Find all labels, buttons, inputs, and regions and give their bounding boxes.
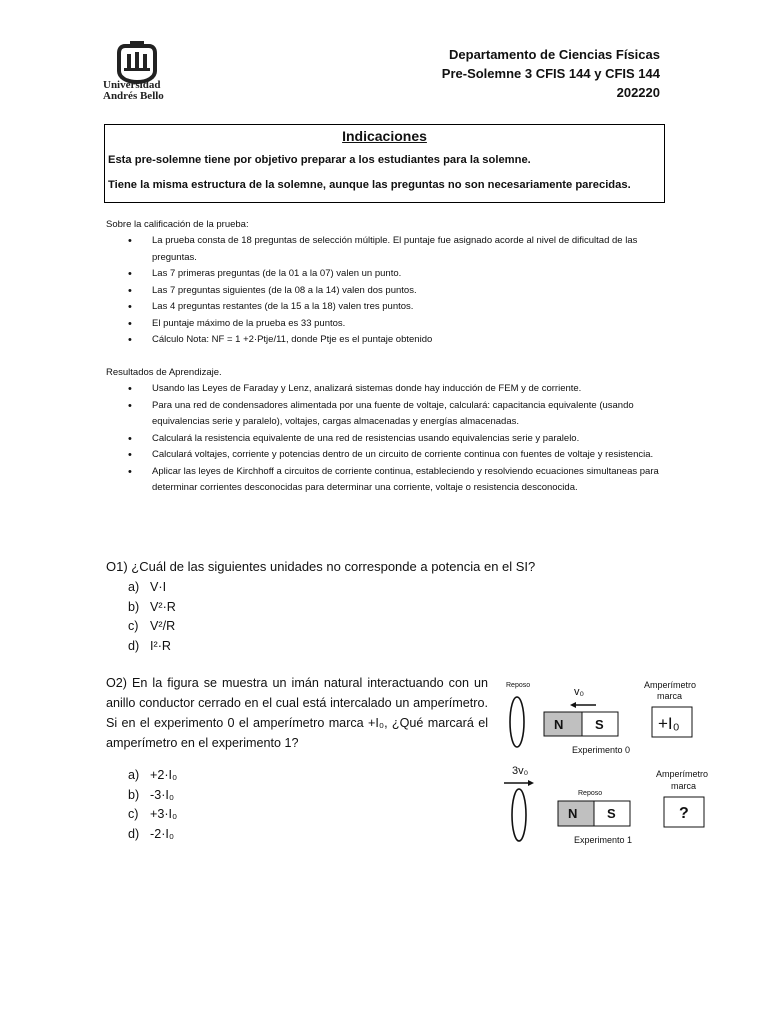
option-key: c) [128,807,139,821]
ammeter-label-0b: marca [657,691,683,701]
ammeter-label-0a: Amperímetro [644,680,697,690]
option-key: d) [128,638,140,653]
indications-box [104,124,665,203]
indications-line-1: Esta pre-solemne tiene por objetivo preparar a los estudiantes para la solemne. [108,154,531,166]
learning-list [106,381,662,497]
option-value: -2·I₀ [150,826,175,841]
velocity-arrowhead-0 [570,702,576,708]
option-key: a) [128,580,140,594]
ammeter-reading-0: +I₀ [658,714,680,733]
option-item [128,578,176,598]
grading-label: Sobre la calificación de la prueba: [106,219,249,230]
option-item [128,598,176,618]
grading-item: • Las 4 preguntas restantes (de la 15 a la 18) valen tres puntos. [106,299,662,316]
question-2-options [128,766,177,844]
grading-item: • La prueba consta de 18 preguntas de selección múltiple. El puntaje fue asignado acorde al nivel de dificultad de las preguntas. [106,233,662,266]
grading-item: • Las 7 primeras preguntas (de la 01 a la 07) valen un punto. [106,266,662,283]
magnet-n-label-1: N [568,806,578,821]
conducting-ring-1 [512,789,526,841]
learning-label: Resultados de Aprendizaje. [106,367,222,378]
ammeter-label-1a: Amperímetro [656,769,709,779]
option-value: +2·I₀ [150,768,178,782]
course-name: Pre-Solemne 3 CFIS 144 y CFIS 144 [441,66,660,81]
option-item [128,786,177,806]
option-value: V²/R [150,619,176,633]
option-key: a) [128,768,140,782]
learning-item: • Usando las Leyes de Faraday y Lenz, analizará sistemas donde hay inducción de FEM y de corriente. [106,381,662,398]
option-key: b) [128,599,140,614]
term-code: 202220 [616,85,660,100]
question-2-text: O2) En la figura se muestra un imán natural interactuando con un anillo conductor cerrado en el cual está intercalado un amperímetro. Si en el experimento 0 el amperímetro marca +I₀, ¿Qué marcará el amperímetro en el experimento 1? [106,676,488,750]
ammeter-reading-1: ? [679,805,689,822]
ammeter-label-1b: marca [671,781,697,791]
reposo-label-top: Reposo [506,682,531,689]
option-value: V²·R [150,599,176,614]
question-1-options [128,578,176,656]
grading-item: • Cálculo Nota: NF = 1 +2·Ptje/11, donde Ptje es el puntaje obtenido [106,332,662,349]
learning-item: • Aplicar las leyes de Kirchhoff a circuitos de corriente continua, estableciendo y resolviendo ecuaciones simultaneas para determinar corrientes desconocidas para determinar una corriente, voltaje o resistencia desconocida. [106,464,662,497]
indications-title: Indicaciones [342,128,427,144]
question-1-title: O1) ¿Cuál de las siguientes unidades no corresponde a potencia en el SI? [106,559,536,574]
option-item [128,805,177,825]
indications-line-2: Tiene la misma estructura de la solemne, aunque las preguntas no son necesariamente parecidas. [108,179,631,191]
option-item [128,766,177,786]
option-value: I²·R [150,638,171,653]
option-item [128,617,176,637]
option-item [128,637,176,657]
experiment-1-label: Experimento 1 [574,835,633,845]
logo-line-1: Universidad [103,79,161,91]
option-value: -3·I₀ [150,787,175,802]
magnet-n-label-0: N [554,717,564,732]
option-key: b) [128,787,140,802]
option-value: V·I [150,580,167,594]
magnet-ring-figure [490,670,730,860]
grading-list [106,233,662,349]
experiment-0-label: Experimento 0 [572,745,631,755]
department-name: Departamento de Ciencias Físicas [449,47,660,62]
grading-item: • Las 7 preguntas siguientes (de la 08 a la 14) valen dos puntos. [106,283,662,300]
grading-item: • El puntaje máximo de la prueba es 33 puntos. [106,316,662,333]
magnet-s-label-1: S [607,806,616,821]
velocity-label-0: v₀ [574,686,585,698]
logo-wordmark [103,80,164,102]
velocity-label-1: 3v₀ [512,765,529,777]
option-key: d) [128,826,140,841]
reposo-label-bottom: Reposo [578,790,603,797]
learning-item: • Calculará voltajes, corriente y potencias dentro de un circuito de corriente continua con fuentes de voltaje y resistencia. [106,447,662,464]
option-item [128,825,177,845]
option-key: c) [128,619,139,633]
learning-item: • Para una red de condensadores alimentada por una fuente de voltaje, calculará: capacitancia equivalente (usando equivalencias serie y paralelo), voltajes, cargas almacenadas y energías almacenadas. [106,398,662,431]
learning-item: • Calculará la resistencia equivalente de una red de resistencias usando equivalencias serie y paralelo. [106,431,662,448]
magnet-s-label-0: S [595,717,604,732]
option-value: +3·I₀ [150,807,178,821]
logo-line-2: Andrés Bello [103,90,164,102]
document-header [442,45,660,102]
velocity-arrowhead-1 [528,780,534,786]
conducting-ring-0 [510,697,524,747]
